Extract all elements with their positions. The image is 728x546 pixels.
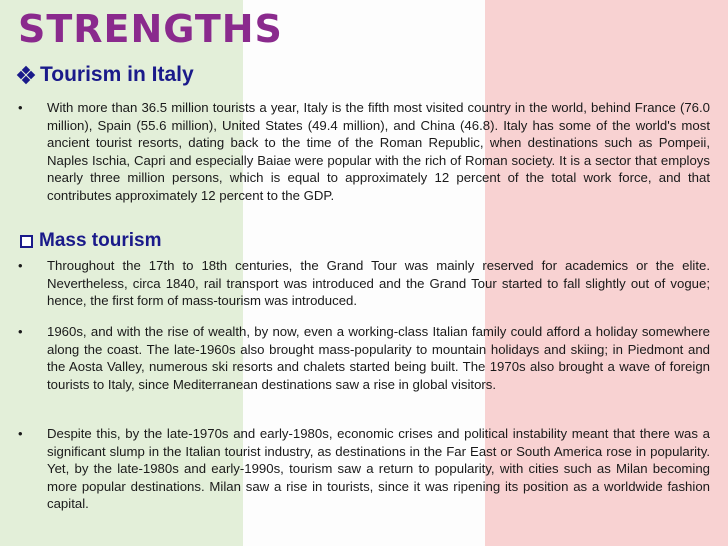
section-heading-label: Mass tourism	[39, 230, 162, 251]
bullet-text: Throughout the 17th to 18th centuries, the Grand Tour was mainly reserved for academics or the elite. Nevertheless, circa 1840, rail transport was introduced and the Grand Tour started to fall slightly out of vogue; hence, the first form of mass-tourism was introduced.	[47, 258, 710, 309]
diamond-bullet-icon	[18, 67, 34, 83]
section-heading-mass-tourism	[18, 228, 161, 254]
bullet-marker: •	[18, 324, 23, 339]
slide-title: STRENGTHS	[18, 7, 283, 51]
section-heading-label: Tourism in Italy	[40, 63, 194, 86]
bullet-item	[18, 257, 710, 310]
bullet-item	[18, 99, 710, 205]
checkbox-bullet-icon	[20, 235, 33, 248]
bullet-item	[18, 323, 710, 393]
bullet-marker: •	[18, 426, 23, 441]
bullet-text: 1960s, and with the rise of wealth, by now, even a working-class Italian family could afford a holiday somewhere along the coast. The late-1960s also brought mass-popularity to mountain holidays and skiing; in Piedmont and the Aosta Valley, numerous ski resorts and chalets started being built. The 1970s also brought a wave of foreign tourists to Italy, since Mediterranean destinations saw a rise in global visitors.	[47, 324, 710, 392]
bullet-marker: •	[18, 258, 23, 273]
bullet-item	[18, 425, 710, 513]
section-heading-tourism	[18, 62, 194, 88]
bullet-text: Despite this, by the late-1970s and early-1980s, economic crises and political instability meant that there was a significant slump in the Italian tourist industry, as destinations in the Far East or South America rose in popularity. Yet, by the late-1980s and early-1990s, tourism saw a return to popularity, with cities such as Milan becoming more popular destinations. Milan saw a rise in tourists, since it was ripening its position as a worldwide fashion capital.	[47, 426, 710, 512]
bullet-text: With more than 36.5 million tourists a year, Italy is the fifth most visited country in the world, behind France (76.0 million), Spain (55.6 million), United States (49.4 million), and China (46.8). Italy has some of the world's most ancient tourist resorts, dating back to the time of the Roman Republic, when destinations such as Pompeii, Naples Ischia, Capri and especially Baiae were popular with the rich of Roman society. It is a sector that employs nearly three million persons, which is equal to approximately 12 percent of the total work force, and that contributes approximately 12 percent to the GDP.	[47, 100, 710, 203]
bullet-marker: •	[18, 100, 23, 115]
